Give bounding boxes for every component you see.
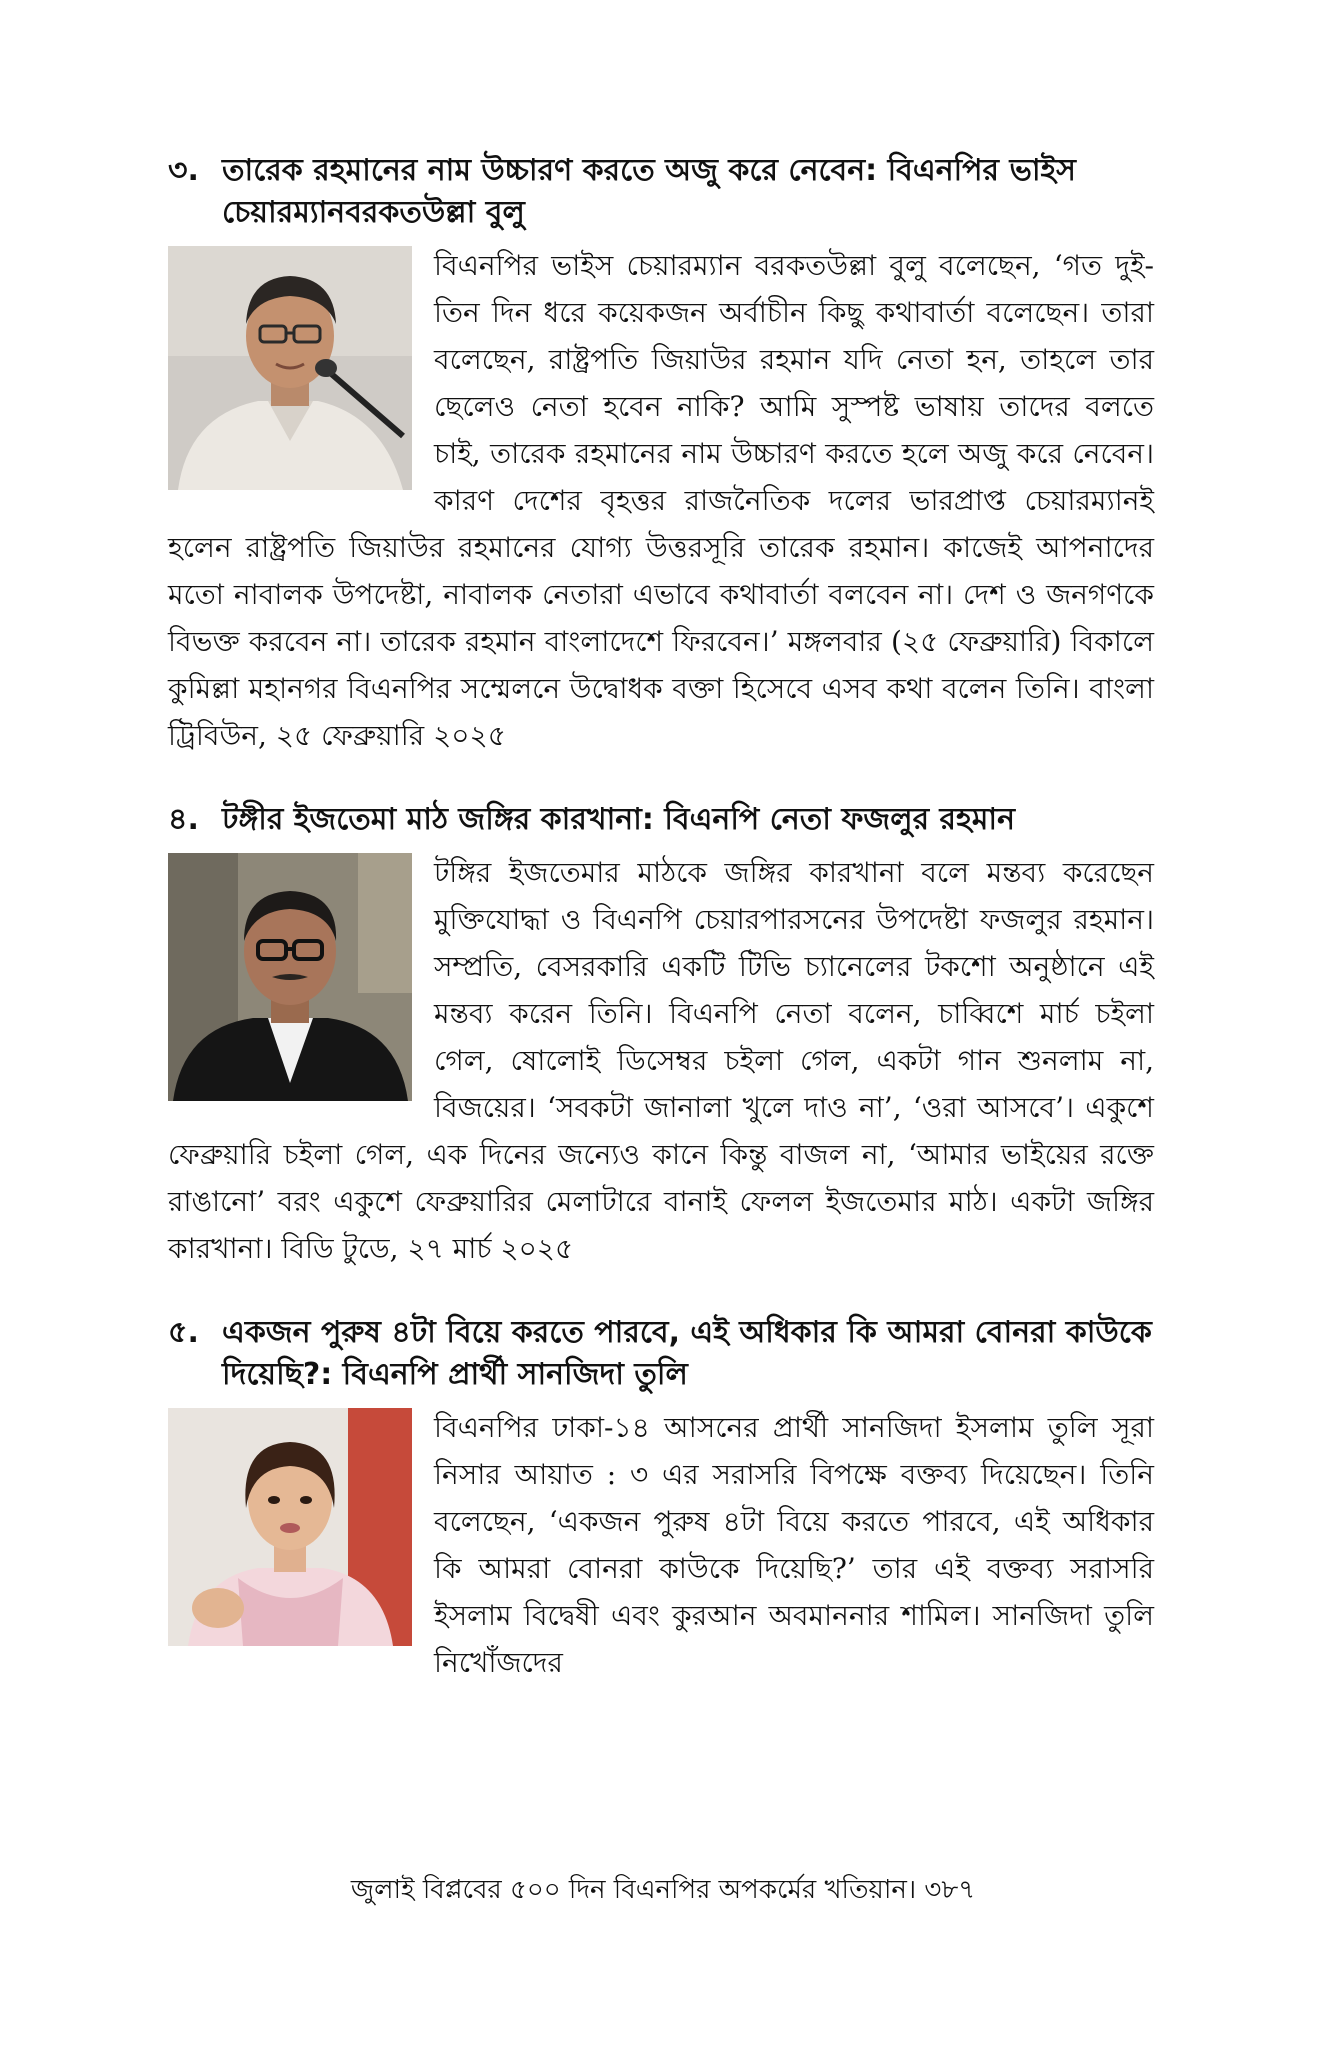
news-body-5: বিএনপির ঢাকা-১৪ আসনের প্রার্থী সানজিদা ইসলাম তুলি সূরা নিসার আয়াত : ৩ এর সরাসরি বিপক্ষে বক্তব্য দিয়েছেন। তিনি বলেছেন, ‘একজন পুরুষ ৪টা বিয়ে করতে পারবে, এই অধিকার কি আমরা বোনরা কাউকে দিয়েছি?’ তার এই বক্তব্য সরাসরি ইসলাম বিদ্বেষী এবং কুরআন অবমাননার শামিল। সানজিদা তুলি নিখোঁজদের [434,1411,1154,1679]
heading-number: ৩. [168,153,199,188]
news-item-5 [168,1312,1154,1686]
portrait-illustration [168,853,412,1101]
news-heading-4 [168,799,1154,841]
portrait-illustration [168,246,412,490]
speaker-photo-sanjida [168,1408,412,1646]
heading-title: একজন পুরুষ ৪টা বিয়ে করতে পারবে, এই অধিকার কি আমরা বোনরা কাউকে দিয়েছি?: বিএনপি প্রার্থী সানজিদা তুলি [222,1315,1152,1392]
news-item-4 [168,799,1154,1272]
page-footer: জুলাই বিপ্লবের ৫০০ দিন বিএনপির অপকর্মের খতিয়ান। ৩৮৭ [350,1875,976,1905]
heading-title: টঙ্গীর ইজতেমা মাঠ জঙ্গির কারখানা: বিএনপি নেতা ফজলুর রহমান [222,802,1016,837]
news-heading-3 [168,150,1154,234]
heading-number: ৫. [168,1315,199,1350]
news-heading-5 [168,1312,1154,1396]
document-page [168,150,1154,1686]
heading-title: তারেক রহমানের নাম উচ্চারণ করতে অজু করে নেবেন: বিএনপির ভাইস চেয়ারম্যানবরকতউল্লা বুলু [222,153,1076,230]
speaker-photo-bulu [168,246,412,490]
speaker-photo-fazlur [168,853,412,1101]
news-item-3 [168,150,1154,759]
news-body-4: টঙ্গির ইজতেমার মাঠকে জঙ্গির কারখানা বলে মন্তব্য করেছেন মুক্তিযোদ্ধা ও বিএনপি চেয়ারপারসনের উপদেষ্টা ফজলুর রহমান। সম্প্রতি, বেসরকারি একটি টিভি চ্যানেলের টকশো অনুষ্ঠানে এই মন্তব্য করেন তিনি। বিএনপি নেতা বলেন, চাব্বিশে মার্চ চইলা গেল, ষোলোই ডিসেম্বর চইলা গেল, একটা গান শুনলাম না, বিজয়ের। ‘সবকটা জানালা খুলে দাও না’, ‘ওরা আসবে’। একুশে ফেব্রুয়ারি চইলা গেল, এক দিনের জন্যেও কানে কিন্তু বাজল না, ‘আমার ভাইয়ের রক্তে রাঙানো’ বরং একুশে ফেব্রুয়ারির মেলাটারে বানাই ফেলল ইজতেমার মাঠ। একটা জঙ্গির কারখানা। বিডি টুডে, ২৭ মার্চ ২০২৫ [168,856,1154,1265]
news-body-3: বিএনপির ভাইস চেয়ারম্যান বরকতউল্লা বুলু বলেছেন, ‘গত দুই-তিন দিন ধরে কয়েকজন অর্বাচীন কিছু কথাবার্তা বলেছেন। তারা বলেছেন, রাষ্ট্রপতি জিয়াউর রহমান যদি নেতা হন, তাহলে তার ছেলেও নেতা হবেন নাকি? আমি সুস্পষ্ট ভাষায় তাদের বলতে চাই, তারেক রহমানের নাম উচ্চারণ করতে হলে অজু করে নেবেন। কারণ দেশের বৃহত্তর রাজনৈতিক দলের ভারপ্রাপ্ত চেয়ারম্যানই হলেন রাষ্ট্রপতি জিয়াউর রহমানের যোগ্য উত্তরসূরি তারেক রহমান। কাজেই আপনাদের মতো নাবালক উপদেষ্টা, নাবালক নেতারা এভাবে কথাবার্তা বলবেন না। দেশ ও জনগণকে বিভক্ত করবেন না। তারেক রহমান বাংলাদেশে ফিরবেন।’ মঙ্গলবার (২৫ ফেব্রুয়ারি) বিকালে কুমিল্লা মহানগর বিএনপির সম্মেলনে উদ্বোধক বক্তা হিসেবে এসব কথা বলেন তিনি। বাংলা ট্রিবিউন, ২৫ ফেব্রুয়ারি ২০২৫ [168,249,1154,752]
heading-number: ৪. [168,802,199,837]
portrait-illustration [168,1408,412,1646]
